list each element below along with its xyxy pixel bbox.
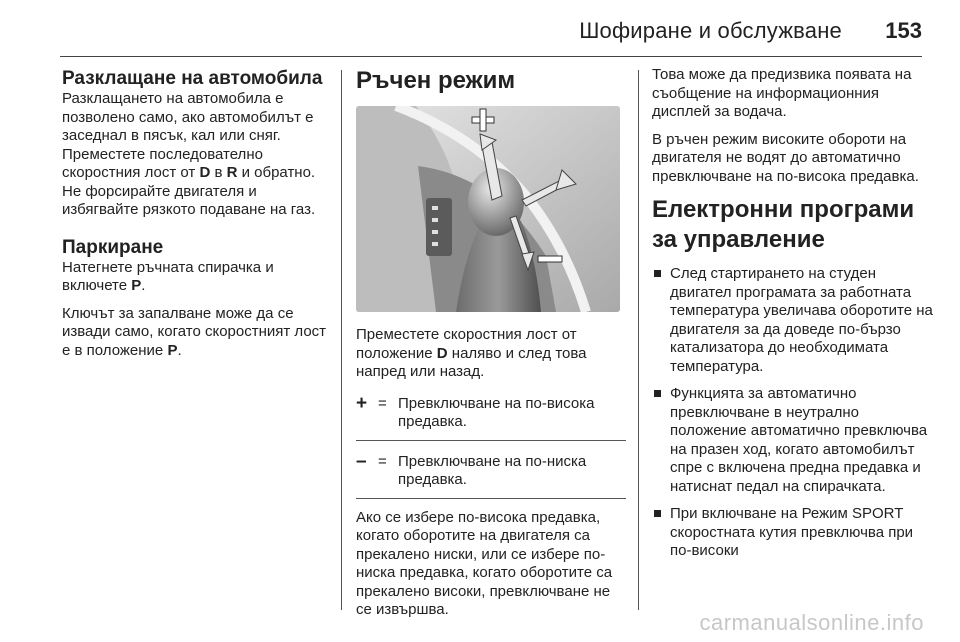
legend-text: Превключване на по-висока предавка. [398, 394, 595, 430]
electronic-programs-list [652, 265, 937, 561]
manual-mode-paragraph-1 [356, 326, 626, 382]
gear-p: P [131, 277, 142, 294]
legend-row-downshift [356, 449, 626, 499]
page-number: 153 [885, 18, 922, 43]
gear-p: P [167, 341, 178, 359]
rocking-paragraph [62, 90, 330, 220]
text-run: Ключът за запалване може да се извади само, когато скоростният лост е в положение [62, 304, 327, 359]
header-title: Шофиране и обслужване [579, 18, 842, 43]
text-run: Преместете скоростния лост от положение [356, 326, 577, 362]
list-item: При включване на Режим SPORT скоростната кутия превключва при по-високи [652, 505, 937, 561]
gear-lever-illustration [356, 106, 620, 312]
gear-d: D [436, 344, 448, 362]
watermark: carmanualsonline.info [699, 610, 924, 635]
column-3-paragraph-1: Това може да предизвика появата на съобщение на информационния дисплей за водача. [652, 66, 912, 120]
legend-text: Превключване на по-ниска предавка. [398, 452, 587, 488]
text-run: Разклащането на автомобила е позволено само, ако автомобилът е заседнал в пясък, кал или сняг. Преместете последователно скоростния лост от [62, 90, 314, 181]
column-3-paragraph-2: В ръчен режим високите обороти на двигателя не водят до автоматично превключване на по-висока предавка. [652, 130, 919, 185]
electronic-programs-heading: Електронни програми за управление [652, 196, 915, 253]
text-run: и обратно. Не форсирайте двигателя и избягвайте рязкото подаване на газ. [62, 164, 316, 218]
text-run: в [210, 164, 227, 181]
gear-lever-photo [356, 106, 620, 312]
shift-legend [356, 391, 626, 499]
gear-r: R [226, 164, 238, 181]
parking-paragraph-2 [62, 305, 330, 361]
rocking-heading: Разклащане на автомобила [62, 68, 323, 89]
header-rule [60, 56, 922, 57]
legend-equals: = [378, 452, 387, 470]
list-item: Функцията за автоматично превключване в неутрално положение автоматично превключва на празен ход, когато автомобилът спре с включена предна предавка и натиснат педал на спирачката. [652, 385, 937, 496]
gear-d: D [199, 164, 211, 181]
column-3 [652, 66, 937, 570]
column-divider-1 [341, 70, 342, 610]
column-2 [356, 66, 626, 629]
text-run: Натегнете ръчната спирачка и включете [62, 258, 274, 294]
text-run: . [141, 277, 146, 294]
page-header [0, 0, 960, 60]
column-divider-2 [638, 70, 639, 610]
parking-paragraph-1 [62, 259, 330, 296]
legend-row-upshift [356, 391, 626, 441]
text-run: наляво и след това напред или назад. [356, 344, 587, 380]
minus-icon: – [356, 450, 367, 472]
list-item: След стартирането на студен двигател програмата за работната температура увеличава оборотите на двигателя за да доведе по-бързо катализатора до необходимата температура. [652, 265, 937, 376]
text-run: . [177, 341, 182, 359]
manual-mode-heading: Ръчен режим [356, 67, 516, 94]
manual-mode-paragraph-2: Ако се избере по-висока предавка, когато оборотите на двигателя са прекалено ниски, или се избере по-ниска предавка, когато оборотите са прекалено високи, превключване не се извършва. [356, 508, 613, 618]
legend-equals: = [378, 394, 387, 412]
column-1 [62, 66, 330, 369]
plus-icon: + [356, 392, 368, 414]
parking-heading: Паркиране [62, 236, 164, 258]
